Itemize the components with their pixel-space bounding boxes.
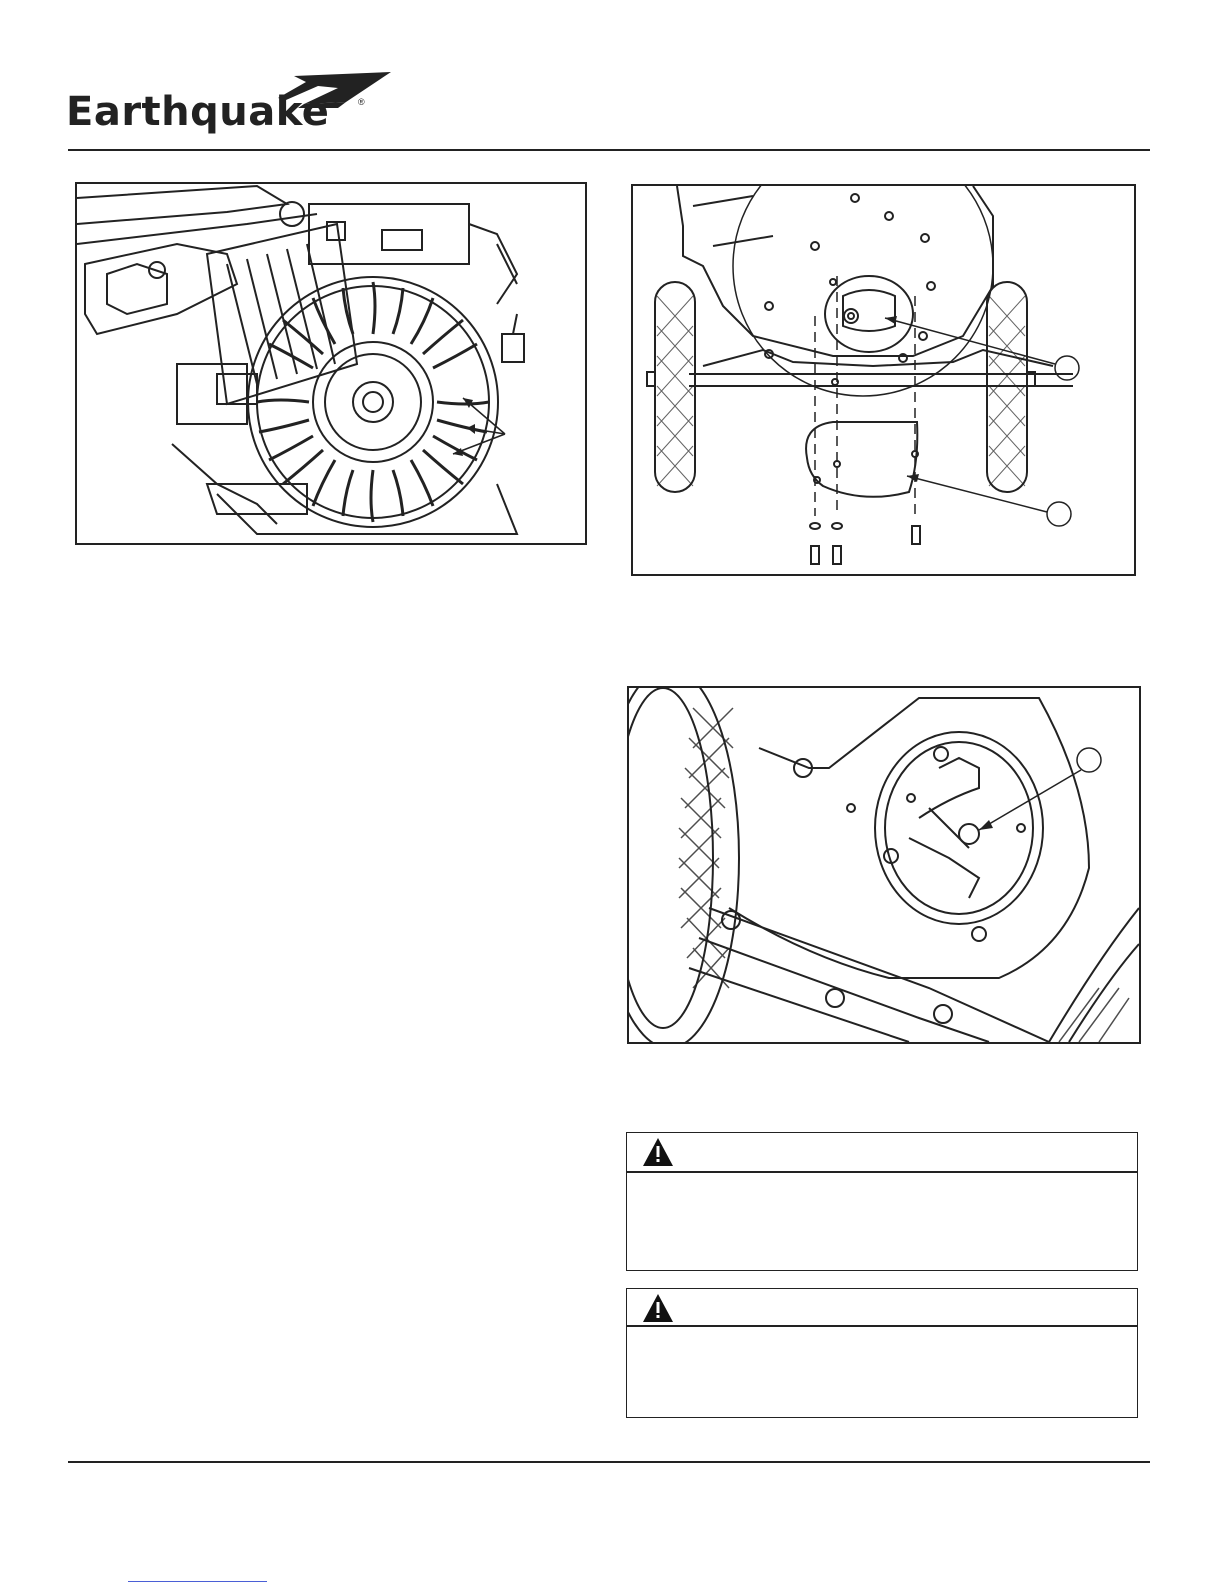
- warning-triangle-icon: [641, 1136, 675, 1168]
- warning-box-2: [626, 1288, 1138, 1418]
- figure-engine-fan: [75, 182, 587, 545]
- warning-triangle-icon: [641, 1292, 675, 1324]
- header-rule: [68, 149, 1150, 151]
- footer-rule: [68, 1461, 1150, 1463]
- figure-auger-housing: [631, 184, 1136, 576]
- logo-wordmark: Earthquake: [66, 89, 330, 135]
- registered-mark: ®: [358, 97, 365, 107]
- warning-header: [627, 1289, 1137, 1327]
- footer-link-underline[interactable]: [128, 1581, 267, 1582]
- warning-box-1: [626, 1132, 1138, 1271]
- figure-impeller-detail: [627, 686, 1141, 1044]
- warning-header: [627, 1133, 1137, 1173]
